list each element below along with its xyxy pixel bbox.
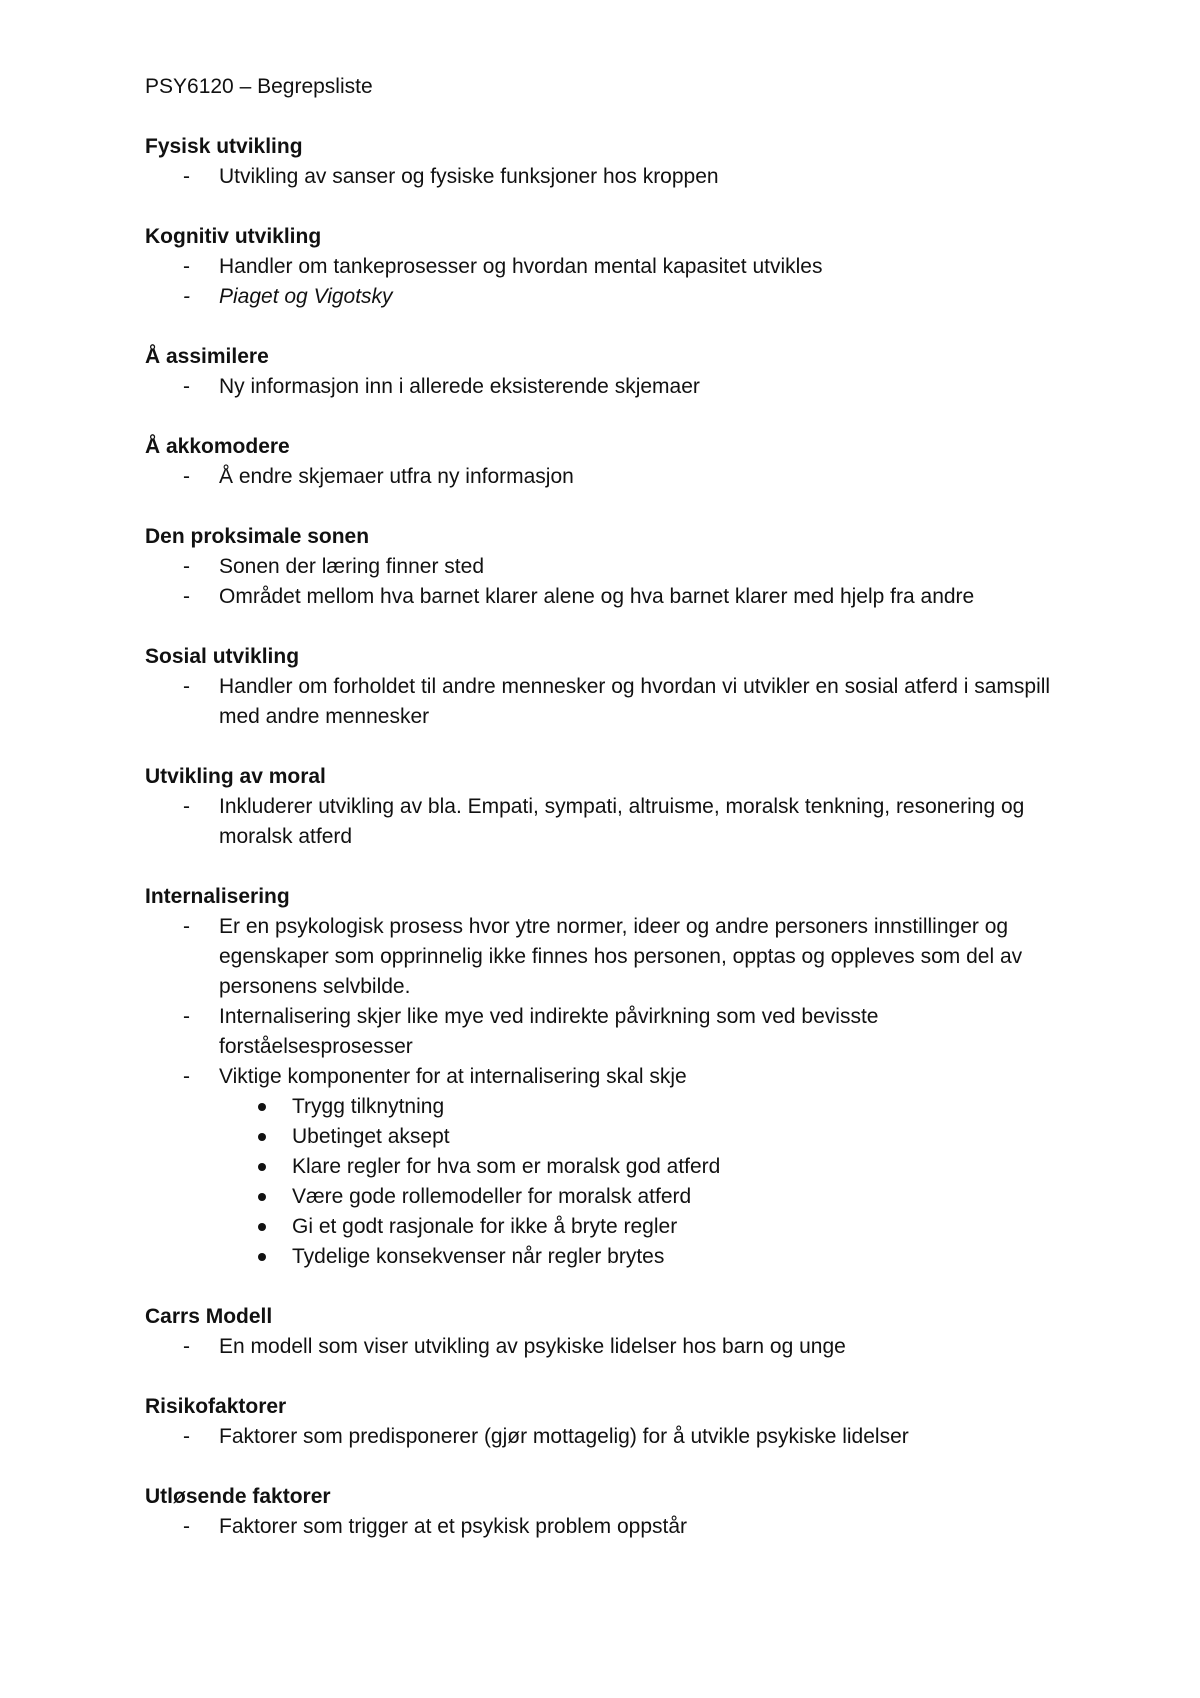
term-heading: Fysisk utvikling	[145, 135, 303, 158]
definition-item: - Sonen der læring finner sted	[145, 552, 1075, 582]
definition-item: - En modell som viser utvikling av psykiske lidelser hos barn og unge	[145, 1332, 1075, 1362]
component-item: Klare regler for hva som er moralsk god atferd	[219, 1152, 1075, 1182]
definition-item: - Utvikling av sanser og fysiske funksjoner hos kroppen	[145, 162, 1075, 192]
definition-list	[145, 462, 1075, 492]
document-title: PSY6120 – Begrepsliste	[145, 75, 373, 98]
definition-list	[145, 1422, 1075, 1452]
section-fysisk-utvikling	[145, 132, 1075, 192]
term-heading: Risikofaktorer	[145, 1395, 287, 1418]
section-assimilere	[145, 342, 1075, 402]
component-item: Tydelige konsekvenser når regler brytes	[219, 1242, 1075, 1272]
term-heading: Utløsende faktorer	[145, 1485, 331, 1508]
component-item: Gi et godt rasjonale for ikke å bryte regler	[219, 1212, 1075, 1242]
definition-list	[145, 372, 1075, 402]
definition-item-text: Viktige komponenter for at internalisering skal skje	[219, 1065, 687, 1088]
term-heading: Å assimilere	[145, 345, 269, 368]
definition-item: - Internalisering skjer like mye ved indirekte påvirkning som ved bevisste forståelsesprosesser	[145, 1002, 1075, 1062]
component-item: Ubetinget aksept	[219, 1122, 1075, 1152]
definition-item: - Handler om tankeprosesser og hvordan mental kapasitet utvikles	[145, 252, 1075, 282]
definition-list	[145, 672, 1075, 732]
section-carrs-modell	[145, 1302, 1075, 1362]
definition-item: - Området mellom hva barnet klarer alene og hva barnet klarer med hjelp fra andre	[145, 582, 1075, 612]
section-risikofaktorer	[145, 1392, 1075, 1452]
definition-list	[145, 162, 1075, 192]
term-heading: Kognitiv utvikling	[145, 225, 322, 248]
section-akkomodere	[145, 432, 1075, 492]
section-sosial-utvikling	[145, 642, 1075, 732]
definition-item: - Ny informasjon inn i allerede eksisterende skjemaer	[145, 372, 1075, 402]
term-heading: Den proksimale sonen	[145, 525, 370, 548]
definition-list	[145, 1332, 1075, 1362]
section-utlosende-faktorer	[145, 1482, 1075, 1542]
definition-item: - Faktorer som predisponerer (gjør mottagelig) for å utvikle psykiske lidelser	[145, 1422, 1075, 1452]
section-internalisering	[145, 882, 1075, 1272]
term-heading: Å akkomodere	[145, 435, 290, 458]
component-item: Være gode rollemodeller for moralsk atferd	[219, 1182, 1075, 1212]
definition-item: - Handler om forholdet til andre mennesker og hvordan vi utvikler en sosial atferd i samspill med andre mennesker	[145, 672, 1075, 732]
component-list	[145, 1092, 1075, 1272]
term-heading: Carrs Modell	[145, 1305, 273, 1328]
document-page	[145, 72, 1075, 1572]
definition-item: - Inkluderer utvikling av bla. Empati, sympati, altruisme, moralsk tenkning, resonering og moralsk atferd	[145, 792, 1075, 852]
section-utvikling-av-moral	[145, 762, 1075, 852]
definition-item: - Piaget og Vigotsky	[145, 282, 1075, 312]
component-item: Trygg tilknytning	[219, 1092, 1075, 1122]
section-kognitiv-utvikling	[145, 222, 1075, 312]
term-heading: Utvikling av moral	[145, 765, 326, 788]
definition-item	[145, 1062, 1075, 1272]
term-heading: Sosial utvikling	[145, 645, 300, 668]
sub-list-wrapper	[145, 1092, 1075, 1272]
definition-item: - Faktorer som trigger at et psykisk problem oppstår	[145, 1512, 1075, 1542]
definition-item: - Å endre skjemaer utfra ny informasjon	[145, 462, 1075, 492]
section-proksimale-sonen	[145, 522, 1075, 612]
term-heading: Internalisering	[145, 885, 290, 908]
definition-list	[145, 552, 1075, 612]
definition-item: - Er en psykologisk prosess hvor ytre normer, ideer og andre personers innstillinger og egenskaper som opprinnelig ikke finnes hos personen, opptas og oppleves som del av personens selvbilde.	[145, 912, 1075, 1002]
definition-list	[145, 252, 1075, 312]
definition-list	[145, 792, 1075, 852]
definition-list	[145, 912, 1075, 1272]
definition-list	[145, 1512, 1075, 1542]
